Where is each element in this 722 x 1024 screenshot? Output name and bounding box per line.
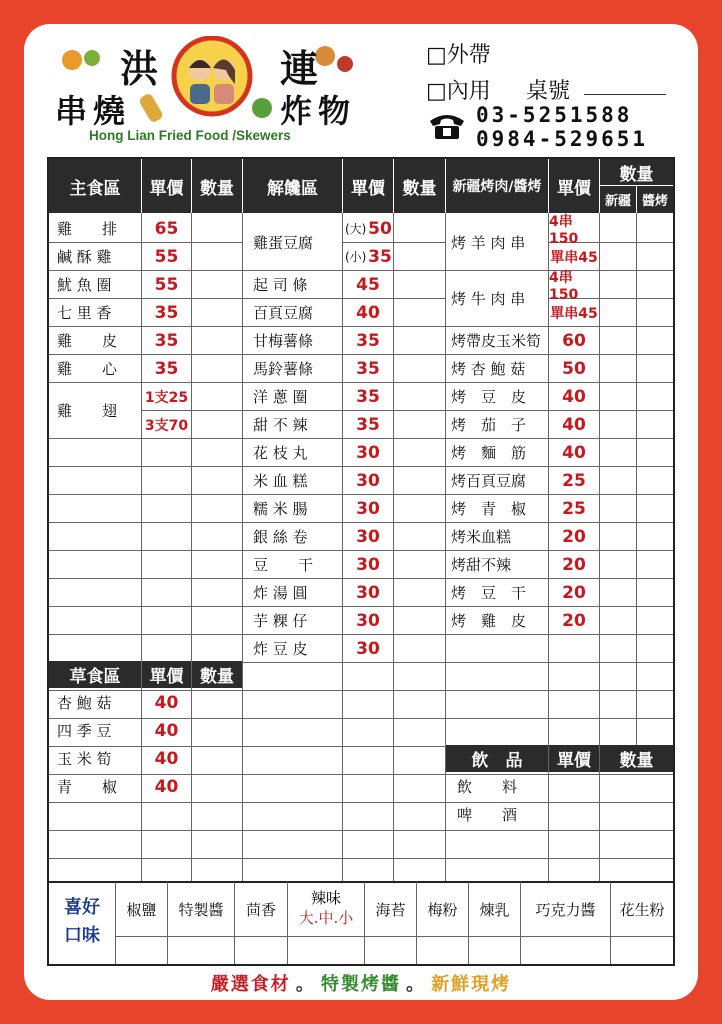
snack-item-price: 35	[356, 358, 380, 379]
main-item-price: 35	[154, 302, 179, 323]
snack-item-name: 銀 絲 卷	[253, 528, 308, 546]
main-item-price: 1支25	[144, 389, 189, 406]
bbq-item-name: 烤 杏 鮑 菇	[451, 360, 526, 378]
bbq-item-price: 單串45	[550, 305, 598, 322]
main-item-name: 雞 皮	[57, 332, 118, 350]
main-item-name: 雞 排	[57, 220, 118, 238]
flavor-option[interactable]: 特製醬	[178, 900, 224, 919]
snack-item-price: 40	[356, 302, 380, 323]
table-number-label: 桌號	[526, 79, 571, 104]
bbq-item-name: 烤 青 椒	[451, 500, 527, 518]
drink-item-name: 飲 料	[457, 778, 518, 796]
footer-slogan	[0, 970, 722, 996]
flavor-label-line: 喜好	[64, 897, 100, 918]
main-item-price: 35	[154, 358, 179, 379]
bbq-item-price: 單串45	[550, 249, 598, 266]
snack-item-price: 30	[356, 638, 380, 659]
header-snack: 解饞區	[243, 159, 342, 213]
bbq-item-price: 20	[562, 554, 586, 575]
header-price: 單價	[142, 661, 191, 688]
bbq-item-price: 60	[562, 330, 586, 351]
snack-item-name: 糯 米 腸	[253, 500, 308, 518]
snack-item-name: 洋 蔥 圈	[253, 388, 308, 406]
phone-number-1: 03-5251588	[476, 103, 633, 127]
brand-logo	[52, 36, 372, 148]
drink-item-name: 啤 酒	[457, 806, 518, 824]
slogan-dot: 。	[295, 974, 316, 995]
main-item-name: 雞 心	[57, 360, 118, 378]
bbq-item-price: 40	[562, 414, 586, 435]
snack-item-name: 甘梅薯條	[253, 332, 314, 350]
veg-item-price: 40	[154, 776, 179, 797]
food-icon	[84, 50, 100, 66]
phone-number-2: 0984-529651	[476, 127, 649, 151]
bbq-item-name: 烤 雞 皮	[451, 612, 527, 630]
food-icon	[337, 56, 353, 72]
slogan-dot: 。	[406, 974, 427, 995]
flavor-table	[47, 882, 675, 966]
takeout-checkbox[interactable]: □外帶	[426, 43, 491, 68]
slogan-part: 特製烤醬	[321, 974, 401, 995]
header-price: 單價	[549, 159, 599, 213]
snack-item-name: 起 司 條	[253, 276, 308, 294]
main-item-price: 55	[154, 246, 179, 267]
veg-item-price: 40	[154, 748, 179, 769]
snack-item-price: 35	[356, 386, 380, 407]
food-icon	[138, 92, 164, 123]
main-item-name: 鹹 酥 雞	[57, 248, 112, 266]
veg-item-name: 青 椒	[57, 778, 118, 796]
header-veg: 草食區	[49, 661, 141, 688]
header-price: 單價	[549, 745, 599, 772]
bbq-item-name: 烤甜不辣	[451, 556, 512, 574]
brand-name-top-right: 連	[280, 47, 319, 91]
header-drinks: 飲 品	[446, 745, 548, 772]
food-icon	[62, 50, 82, 70]
header-qty: 數量	[192, 661, 242, 688]
snack-item-name: 米 血 糕	[253, 472, 308, 490]
main-item-price: 35	[154, 330, 179, 351]
veg-item-price: 40	[154, 720, 179, 741]
flavor-option[interactable]: 椒鹽	[126, 900, 157, 919]
snack-item-name: 炸 豆 皮	[253, 640, 308, 658]
snack-item-price: 45	[356, 274, 380, 295]
couple-badge-icon	[174, 38, 250, 114]
snack-item-name: 芋 粿 仔	[253, 612, 308, 630]
snack-item-price: 35	[368, 246, 392, 267]
flavor-option[interactable]: 煉乳	[479, 900, 510, 919]
main-item-name: 七 里 香	[57, 304, 112, 322]
main-item-name: 雞 翅	[57, 402, 118, 420]
veg-item-name: 四 季 豆	[57, 722, 112, 740]
bbq-item-name: 烤 豆 干	[451, 584, 527, 602]
brand-subtitle: Hong Lian Fried Food /Skewers	[89, 128, 291, 143]
flavor-label	[49, 894, 115, 950]
header-price: 單價	[142, 159, 191, 213]
header-price: 單價	[343, 159, 393, 213]
bbq-item-price: 4串150	[549, 213, 579, 247]
bbq-item-price: 20	[562, 526, 586, 547]
bbq-item-price: 20	[562, 582, 586, 603]
menu-table	[47, 157, 675, 883]
main-item-price: 55	[154, 274, 179, 295]
flavor-option-spicy[interactable]	[288, 888, 364, 928]
veg-item-price: 40	[154, 692, 179, 713]
header-sauce: 醬烤	[637, 186, 673, 213]
snack-item-price: 30	[356, 582, 380, 603]
bbq-item-name: 烤帶皮玉米筍	[451, 332, 542, 350]
slogan-part: 新鮮現烤	[431, 974, 512, 995]
bbq-item-name: 烤百頁豆腐	[451, 472, 527, 490]
size-label: (大)	[345, 222, 367, 236]
brand-name-top-left: 洪	[120, 47, 159, 91]
main-item-price: 65	[154, 218, 179, 239]
brand-name-bottom-left: 串燒	[55, 92, 132, 130]
header-xinjiang: 新疆	[600, 186, 636, 213]
bbq-item-price: 50	[562, 358, 586, 379]
header-bbq: 新疆烤肉/醬烤	[446, 159, 548, 213]
header-qty: 數量	[394, 159, 445, 213]
header-qty: 數量	[192, 159, 242, 213]
snack-item-price: 30	[356, 442, 380, 463]
bbq-item-price: 25	[562, 470, 586, 491]
food-icon	[252, 98, 272, 118]
snack-item-name: 豆 干	[253, 556, 314, 574]
veg-item-name: 杏 鮑 菇	[57, 694, 112, 712]
snack-item-price: 30	[356, 554, 380, 575]
snack-item-price: 50	[368, 218, 392, 239]
header-qty: 數量	[600, 745, 673, 772]
header-main: 主食區	[49, 159, 141, 213]
flavor-spicy-label: 辣味	[310, 889, 341, 907]
snack-item-name: 百頁豆腐	[253, 304, 314, 322]
bbq-item-name: 烤 茄 子	[451, 416, 527, 434]
flavor-option[interactable]: 梅粉	[427, 900, 458, 919]
bbq-item-price: 40	[562, 442, 586, 463]
brand-badge-text: HongLian	[190, 118, 234, 127]
size-label: (小)	[345, 250, 367, 264]
snack-item-price: 35	[356, 414, 380, 435]
snack-item-price: 30	[356, 498, 380, 519]
slogan-part: 嚴選食材	[210, 974, 291, 995]
bbq-item-price: 40	[562, 386, 586, 407]
snack-item-price: 30	[356, 610, 380, 631]
brand-name-bottom-right: 炸物	[280, 92, 357, 130]
phone-icon	[427, 111, 467, 141]
dine-in-checkbox[interactable]: □內用	[426, 79, 491, 104]
bbq-item-name: 烤 羊 肉 串	[451, 234, 526, 252]
table-number-field[interactable]	[584, 94, 666, 95]
flavor-option[interactable]: 海苔	[375, 900, 406, 919]
header-qty: 數量	[600, 159, 673, 185]
snack-item-name: 馬鈴薯條	[253, 360, 314, 378]
main-item-price: 3支70	[144, 417, 189, 434]
flavor-spicy-levels: 大.中.小	[298, 909, 354, 927]
bbq-item-name: 烤 豆 皮	[451, 388, 527, 406]
snack-item-price: 35	[356, 330, 380, 351]
bbq-item-name: 烤米血糕	[451, 528, 512, 546]
main-item-name: 魷 魚 圈	[57, 276, 112, 294]
flavor-option[interactable]: 巧克力醬	[535, 900, 596, 919]
snack-item-name: 雞蛋豆腐	[253, 234, 314, 252]
bbq-item-price: 20	[562, 610, 586, 631]
flavor-label-line: 口味	[64, 925, 100, 946]
snack-item-name: 花 枝 丸	[253, 444, 308, 462]
veg-item-name: 玉 米 筍	[57, 750, 112, 768]
flavor-option[interactable]: 花生粉	[619, 900, 665, 919]
bbq-item-name: 烤 牛 肉 串	[451, 290, 526, 308]
bbq-item-price: 25	[562, 498, 586, 519]
bbq-item-price: 4串150	[549, 269, 579, 303]
snack-item-price: 30	[356, 526, 380, 547]
flavor-option[interactable]: 茴香	[245, 900, 276, 919]
snack-item-price: 30	[356, 470, 380, 491]
bbq-item-name: 烤 麵 筋	[451, 444, 527, 462]
snack-item-name: 甜 不 辣	[253, 416, 308, 434]
snack-item-name: 炸 湯 圓	[253, 584, 308, 602]
